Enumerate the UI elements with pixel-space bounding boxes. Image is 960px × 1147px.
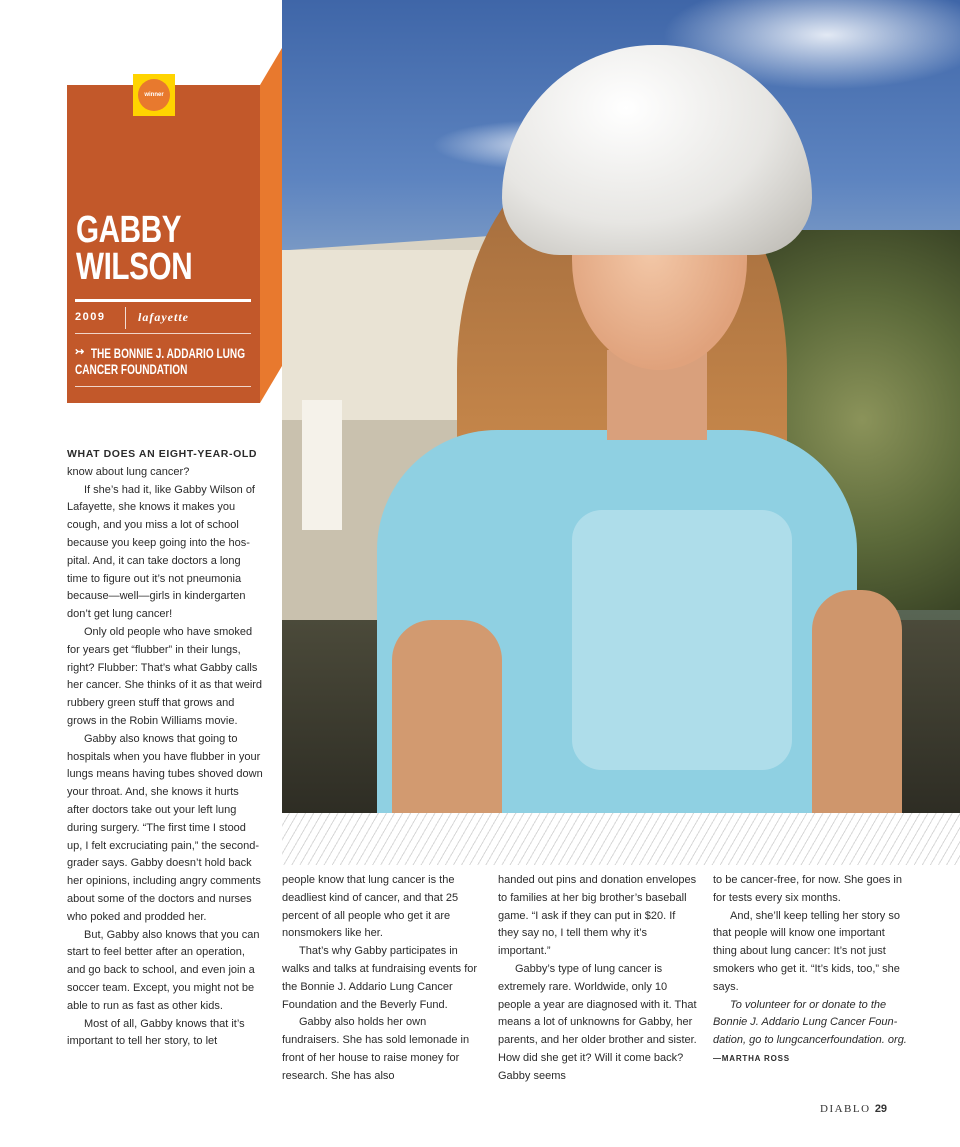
article-paragraph: handed out pins and donation envelopes to families at her big brother’s baseball game. “I ask if they can put in $20. If they say no, I tell them why it’s important.” [498,874,697,958]
hatched-divider [282,813,960,865]
page-folio [820,1103,887,1115]
article-call-to-action [713,997,909,1068]
article-paragraph: Gabby’s type of lung cancer is extremely rare. Worldwide, only 10 people a year are diagnosed with it. That means a lot of unknowns for Gabby, her parents, and her older brother and sister. How did she get it? Will it come back? Gabby seems [498,962,697,1082]
article-paragraph: Only old people who have smoked for years get “flubber” in their lungs, right? Flubber: That’s what Gabby calls her cancer. She thinks of it as that weird rubbery green stuff that grows and grows in the Robin Williams movie. [67,625,263,727]
article-lead-rest: know about lung cancer? [67,465,190,478]
article-column-2 [282,872,482,1086]
winner-badge [133,74,175,116]
article-paragraph: But, Gabby also knows that you can start to feel better after an operation, and go back to school, and even join a soccer team. Except, you might not be able to run as fast as other kids. [67,928,260,1012]
profile-name-last: WILSON [76,246,193,288]
article-lead-paragraph [67,446,263,482]
donate-note: To volunteer for or donate to the Bonnie J. Addario Lung Cancer Foundation, go to lungcancerfoundation. org. [713,998,907,1047]
photo-shirt-print [572,510,792,770]
photo-arm [812,590,902,813]
portrait-photo [282,0,960,813]
arrow-icon: ↣ [75,346,85,358]
magazine-name: DIABLO [820,1103,871,1115]
article-column-4 [713,872,909,1068]
panel-rule [75,299,251,302]
profile-year: 2009 [75,311,106,323]
article-paragraph: Gabby also holds her own fundraisers. She has sold lemonade in front of her house to raise money for research. She has also [282,1016,470,1082]
photo-arm [392,620,502,813]
winner-badge-label: winner [138,79,170,111]
article-paragraph: Most of all, Gabby knows that it’s important to tell her story, to let [67,1017,245,1048]
article-byline: —MARTHA ROSS [713,1053,790,1063]
article-paragraph: to be cancer-free, for now. She goes in for tests every six months. [713,874,902,904]
profile-organization: THE BONNIE J. ADDARIO LUNG CANCER FOUNDATION [75,345,246,377]
article-paragraph: That’s why Gabby participates in walks and talks at fundraising events for the Bonnie J. Addario Lung Cancer Foundation and the Beverly Fund. [282,945,478,1011]
article-paragraph: And, she’ll keep telling her story so that people will know one important thing about lung cancer: It’s not just smokers who get it. “It’s kids, too,” she says. [713,909,900,993]
article-column-1 [67,446,263,1051]
page-number: 29 [874,1103,888,1115]
article-lead: WHAT DOES AN EIGHT-YEAR-OLD [67,448,258,460]
panel-rule [75,386,251,387]
profile-name-first: GABBY [76,209,182,251]
profile-city: lafayette [138,310,189,324]
article-column-3 [498,872,698,1086]
panel-fold [260,48,282,403]
article-paragraph: Gabby also knows that going to hospitals when you have flubber in your lungs means having tubes shoved down your throat. And, she knows it hurts after doctors take out your left lung during surgery. “The first time I stood up, I felt excruciating pain,” the second-grader says. Gabby doesn’t hold back her opinions, including angry comments about some of the doctors and nurses who poked and prodded her. [67,732,263,923]
panel-rule [75,333,251,334]
article-paragraph: If she’s had it, like Gabby Wilson of Lafayette, she knows it makes you cough, and you miss a lot of school because you keep going into the hospital. And, it can take doctors a long time to figure out it’s not pneumonia because—well—girls in kindergarten don’t get lung cancer! [67,483,255,621]
photo-house-window [302,400,342,530]
panel-divider [125,307,126,329]
profile-name [76,209,216,288]
article-paragraph: people know that lung cancer is the deadliest kind of cancer, and that 25 percent of all people who get it are nonsmokers like her. [282,874,459,940]
